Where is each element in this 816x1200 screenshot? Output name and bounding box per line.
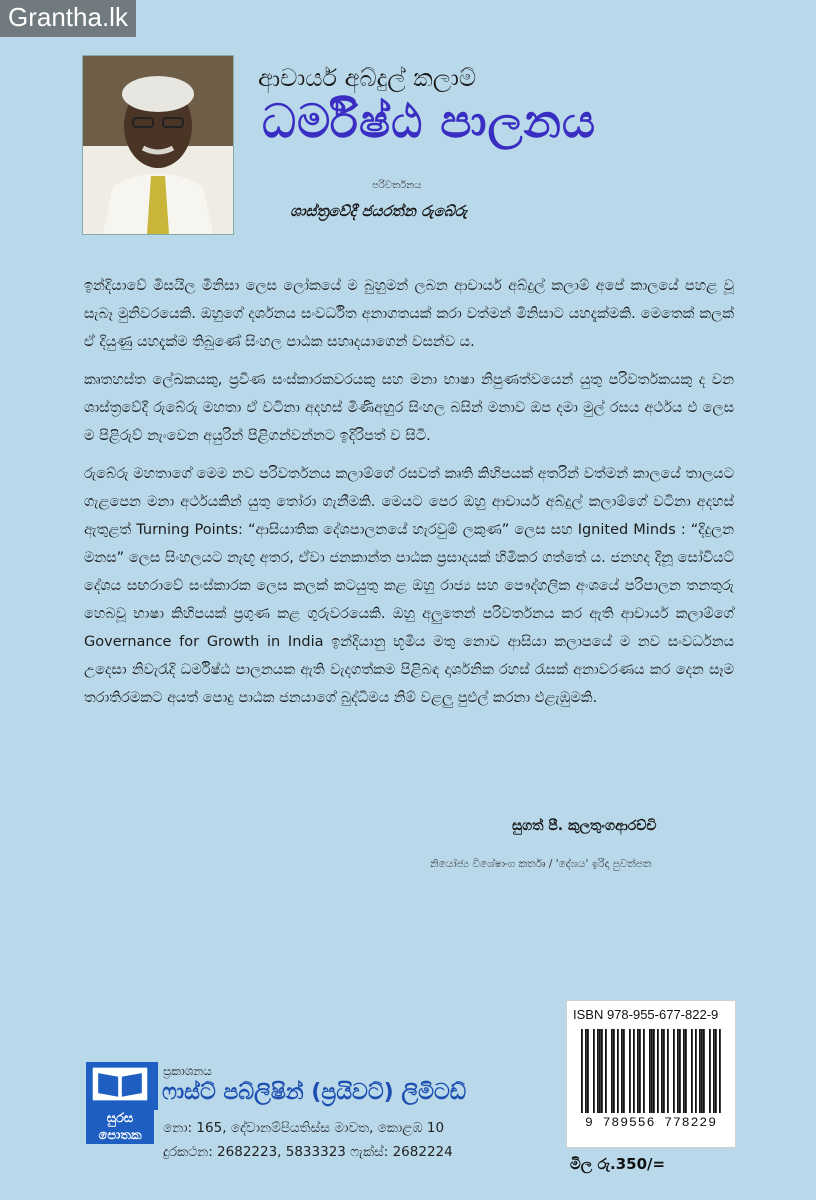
translator-name: ශාස්ත්‍රවේදී ජයරත්න රුබේරු (290, 202, 468, 220)
author-name: ආචාර්ය අබ්දුල් කලාම් (258, 64, 477, 92)
translator-label: පරිවර්තනය (372, 180, 422, 191)
author-photo (82, 55, 234, 235)
publisher-phone: දුරකථන: 2682223, 5833323 ෆැක්ස්: 2682224 (163, 1144, 453, 1160)
reviewer-signature: සුගත් පී. කුලතුංගආරච්චි (512, 818, 657, 834)
blurb-text (84, 272, 734, 722)
barcode-image (581, 1029, 721, 1113)
book-icon (86, 1062, 158, 1110)
book-title: ධර්මිෂ්ඨ පාලනය (262, 94, 597, 148)
logo-text-line: පොතක (98, 1128, 142, 1143)
price-label: මිල රු.350/= (570, 1155, 666, 1173)
barcode-digits: 9 789556 778229 (584, 1115, 718, 1130)
barcode-panel (566, 1000, 736, 1148)
blurb-paragraph: ඉන්දියාවේ මිසයිල මිනිසා ලෙස ලෝකයේ ම බුහුමන් ලබන ආචාර්ය අබ්දුල් කලාම් අපේ කාලයේ පහළ වූ සැබෑ මුනිවරයෙකි. ඔහුගේ දර්ශනය සංවර්ධිත අනාගතයක් කරා වත්මන් මිනිසාට යහදැක්මකි. මෙතෙක් කලක් ඒ දියුණු යහදැක්ම තිබුණේ සිංහල පාඨක සහෘදයාගෙන් වසන්ව ය. (84, 278, 734, 350)
isbn-label: ISBN 978-955-677-822-9 (573, 1007, 719, 1022)
publisher-label: ප්‍රකාශනය (163, 1064, 212, 1078)
logo-text-line: සුරස (106, 1111, 134, 1126)
publisher-name: ෆාස්ට් පබ්ලිෂින් (ප්‍රයිවට්) ලිමිටඩ් (162, 1080, 467, 1105)
author-portrait-image (83, 56, 233, 234)
watermark-label: Grantha.lk (0, 0, 136, 37)
blurb-paragraph: රුබේරු මහතාගේ මෙම නව පරිවර්තනය කලාම්ගේ රසවත් කෘති කිහිපයක් අතරින් වත්මන් කාලයේ තාලයට ගැළපෙන මනා අර්ථයකින් යුතු තෝරා ගැනීමකි. මෙයට පෙර ඔහු ආචාර්ය අබ්දුල් කලාම්ගේ වටිනා අදහස් ඇතුළත් Turning Points: “ආසියාතික දේශපාලනයේ හැරවුම් ලකුණ” ලෙස සහ Ignited Minds : “දිදුලන මනස” ලෙස සිංහලයට නැඟූ අතර, ඒවා ජනකාන්ත පාඨක ප්‍රසාදයක් හිමිකර ගත්තේ ය. ජනහද දිනූ සෝවියට් දේශය සඟරාවේ සංස්කාරක ලෙස කලක් කටයුතු කළ ඔහු රාජ්‍ය සහ පෞද්ගලික අංශයේ පරිපාලන තනතුරු හෙබවූ භාෂා කිහිපයක් ප්‍රගුණ කළ ගුරුවරයෙකි. ඔහු අලුතෙන් පරිවර්තනය කර ඇති ආචාර්ය කලාම්ගේ Governance for Growth in India ඉන්දියානු භූමිය මතු නොව ආසියා කලාපයේ ම නව සංවර්ධනය උදෙසා නිවැරැදි ධර්මිෂ්ඨ පාලනයක ඇති වැදගත්කම පිළිබඳ දාර්ශනික රහස් රැසක් අනාවරණය කර දෙන සෑම තරාතිරමකට අයත් පොදු පාඨක ජනයාගේ බුද්ධිමය නිම් වළලු පුළුල් කරනා එළැඹුමකි. (84, 466, 734, 706)
blurb-paragraph: කෘතහස්ත ලේඛකයකු, ප්‍රවීණ සංස්කාරකවරයකු සහ මනා භාෂා නිපුණත්වයෙන් යුතු පරිවර්තකයකු ද වන ශාස්ත්‍රවේදී රුබේරු මහතා ඒ වටිනා අදහස් මිණිඅහුර සිංහල බසින් මනාව ඔප දමා මුල් රසය අර්ථය එ ලෙස ම පිළිරුව් නැංවෙන අයුරින් පිළිගන්වන්නට ඉදිරිපත් ව සිටී. (84, 372, 734, 444)
publisher-logo-text (86, 1110, 154, 1144)
reviewer-title: නියෝජ්‍ය විශේෂාංග කර්තෘ / 'දේශය' ඉරිදා පුවත්පත (430, 858, 652, 870)
publisher-address: නො: 165, දේවානම්පියතිස්ස මාවත, කොළඹ 10 (163, 1120, 445, 1136)
publisher-logo (86, 1062, 154, 1146)
